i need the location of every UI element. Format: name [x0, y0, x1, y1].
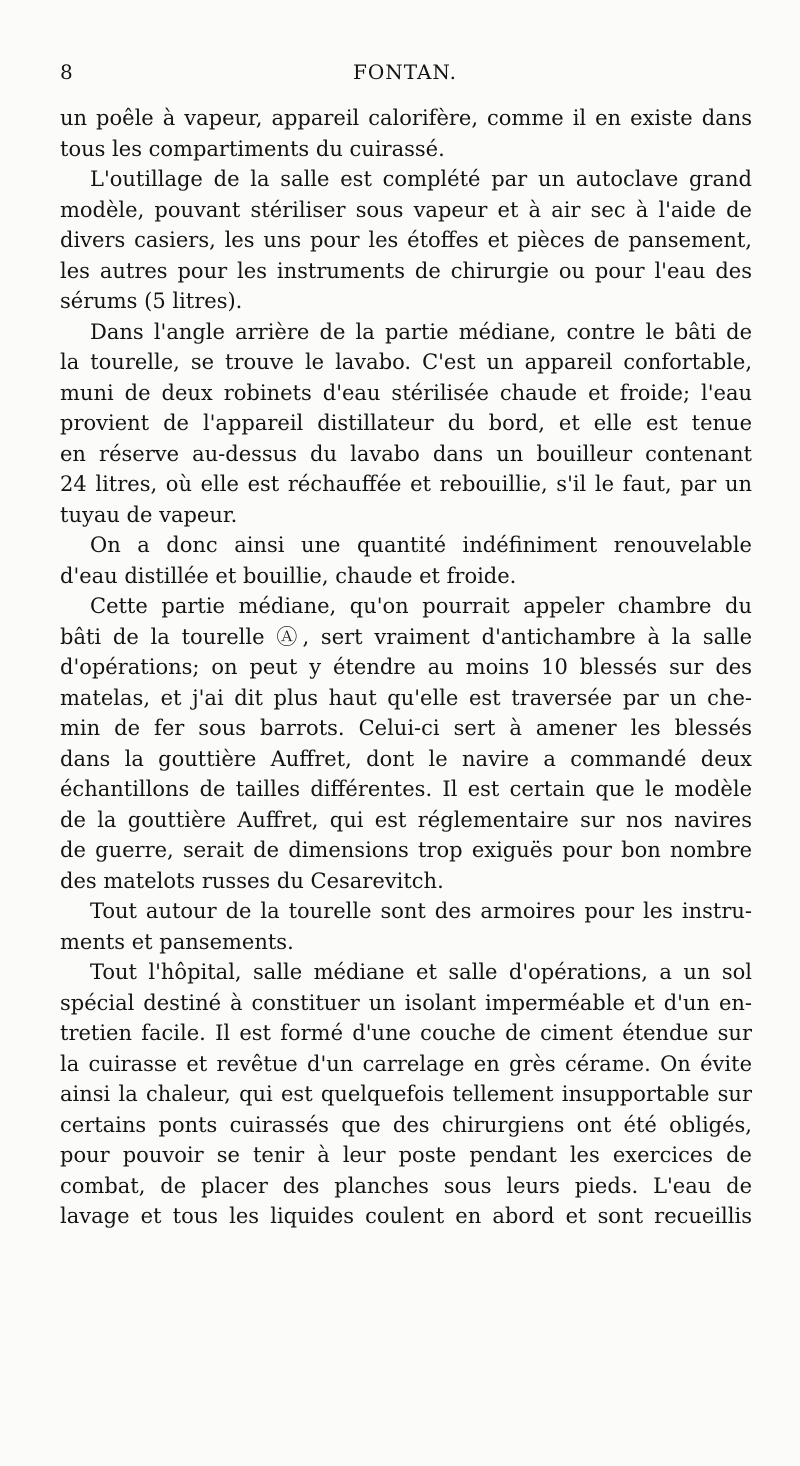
text-line: combat, de placer des planches sous leurs pieds. L'eau de [60, 1173, 752, 1198]
text-line: de guerre, serait de dimensions trop exiguës pour bon nombre [60, 838, 752, 862]
text-line: tous les compartiments du cuirassé. [60, 136, 445, 161]
text-line: d'eau distillée et bouillie, chaude et froide. [60, 563, 517, 588]
text-line: min de fer sous barrots. Celui-ci sert à amener les blessés [60, 716, 752, 740]
text-line: spécial destiné à constituer un isolant imperméable et d'un en- [60, 990, 752, 1015]
text-line: muni de deux robinets d'eau stérilisée chaude et froide; l'eau [60, 380, 752, 405]
paragraph-first-line: Dans l'angle arrière de la partie médiane, contre le bâti de [90, 319, 752, 344]
text-line: ments et pansements. [60, 929, 294, 954]
paragraph-first-line: Tout l'hôpital, salle médiane et salle d'opérations, a un sol [90, 960, 752, 984]
text-line: de la gouttière Auffret, qui est réglementaire sur nos navires [60, 807, 752, 832]
paragraph-first-line: Cette partie médiane, qu'on pourrait appeler chambre du [90, 594, 752, 618]
text-line: pour pouvoir se tenir à leur poste pendant les exercices de [60, 1143, 752, 1167]
text-line: la tourelle, se trouve le lavabo. C'est un appareil confortable, [60, 350, 752, 374]
text-line: la cuirasse et revêtue d'un carrelage en grès cérame. On évite [60, 1051, 752, 1076]
text-line: bâti de la tourelle Ⓐ, sert vraiment d'antichambre à la salle [60, 624, 752, 649]
text-line: 24 litres, où elle est réchauffée et rebouillie, s'il le faut, par un [60, 472, 752, 496]
running-title: FONTAN. [352, 60, 458, 84]
paragraph-first-line: L'outillage de la salle est complété par un autoclave grand [90, 167, 752, 191]
paragraph-first-line: On a donc ainsi une quantité indéfiniment renouvelable [90, 533, 752, 557]
text-line: échantillons de tailles différentes. Il est certain que le modèle [60, 777, 752, 801]
text-line: tuyau de vapeur. [60, 502, 238, 527]
text-line: sérums (5 litres). [60, 289, 243, 313]
body-text [60, 103, 752, 1232]
text-line: ainsi la chaleur, qui est quelquefois tellement insupportable sur [60, 1082, 752, 1106]
running-head [60, 60, 750, 90]
text-line: en réserve au-dessus du lavabo dans un bouilleur contenant [60, 441, 752, 466]
text-line: des matelots russes du Cesarevitch. [60, 868, 444, 893]
text-line: matelas, et j'ai dit plus haut qu'elle est traversée par un che- [60, 685, 752, 710]
text-line: d'opérations; on peut y étendre au moins 10 blessés sur des [60, 655, 752, 679]
text-line: divers casiers, les uns pour les étoffes et pièces de pansement, [60, 228, 752, 252]
text-line: un poêle à vapeur, appareil calorifère, comme il en existe dans [60, 106, 752, 130]
text-line: certains ponts cuirassés que des chirurgiens ont été obligés, [60, 1112, 752, 1137]
text-line: dans la gouttière Auffret, dont le navire a commandé deux [60, 746, 752, 771]
text-line: lavage et tous les liquides coulent en abord et sont recueillis [60, 1204, 752, 1228]
text-line: modèle, pouvant stériliser sous vapeur et à air sec à l'aide de [60, 197, 752, 222]
text-line: les autres pour les instruments de chirurgie ou pour l'eau des [60, 258, 752, 283]
text-line: provient de l'appareil distillateur du bord, et elle est tenue [60, 411, 752, 435]
text-line: tretien facile. Il est formé d'une couche de ciment étendue sur [60, 1021, 752, 1045]
paragraph-first-line: Tout autour de la tourelle sont des armoires pour les instru- [90, 899, 752, 923]
page-number: 8 [60, 60, 73, 84]
